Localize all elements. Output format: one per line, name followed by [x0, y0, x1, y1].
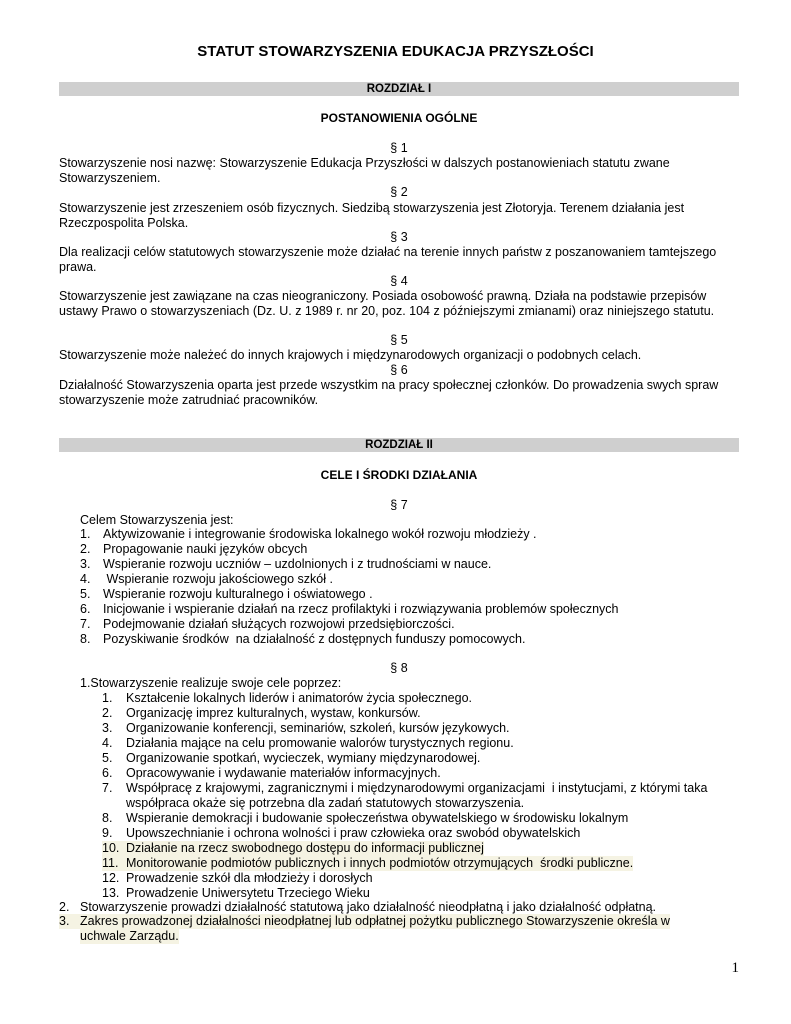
- list-item: 3. Wspieranie rozwoju uczniów – uzdolnionych i z trudnościami w nauce.: [80, 557, 492, 571]
- list-item: 1. Aktywizowanie i integrowanie środowiska lokalnego wokół rozwoju młodzieży .: [80, 527, 537, 541]
- list-item: 5. Wspieranie rozwoju kulturalnego i oświatowego .: [80, 587, 373, 601]
- document-title: STATUT STOWARZYSZENIA EDUKACJA PRZYSZŁOŚCI: [197, 43, 594, 60]
- list-item-continuation: współpraca okaże się potrzebna dla zadań statutowych stowarzyszenia.: [126, 796, 525, 810]
- paragraph-6: Działalność Stowarzyszenia oparta jest przede wszystkim na pracy społecznej członków. Do prowadzenia swych spraw stowarzyszenie może zatrudniać pracowników.: [59, 378, 719, 407]
- list-item: 4. Działania mające na celu promowanie walorów turystycznych regionu.: [102, 736, 514, 750]
- s7-intro: Celem Stowarzyszenia jest:: [80, 513, 234, 527]
- section-mark: § 4: [390, 274, 408, 288]
- list-item: 1. Kształcenie lokalnych liderów i animatorów życia społecznego.: [102, 691, 473, 705]
- point-item: 3. Zakres prowadzonej działalności nieodpłatnej lub odpłatnej pożytku publicznego Stowarzyszenie określa w: [59, 914, 670, 928]
- list-item: 8. Pozyskiwanie środków na działalność z dostępnych funduszy pomocowych.: [80, 632, 526, 646]
- paragraph-1: Stowarzyszenie nosi nazwę: Stowarzyszenie Edukacja Przyszłości w dalszych postanowieniach statutu zwane Stowarzyszeniem.: [59, 156, 670, 185]
- point-item-continuation: uchwale Zarządu.: [80, 929, 179, 943]
- section-mark: § 7: [390, 498, 408, 512]
- paragraph-5: Stowarzyszenie może należeć do innych krajowych i międzynarodowych organizacji o podobnych celach.: [59, 348, 642, 362]
- list-item: 5. Organizowanie spotkań, wycieczek, wymiany międzynarodowej.: [102, 751, 481, 765]
- section-mark: § 1: [390, 141, 408, 155]
- paragraph-3: Dla realizacji celów statutowych stowarzyszenie może działać na terenie innych państw z poszanowaniem tamtejszego prawa.: [59, 245, 717, 274]
- section-mark: § 2: [390, 185, 408, 199]
- section-mark: § 6: [390, 363, 408, 377]
- paragraph-2: Stowarzyszenie jest zrzeszeniem osób fizycznych. Siedzibą stowarzyszenia jest Złotoryja. Terenem działania jest Rzeczpospolita Polska.: [59, 201, 685, 230]
- list-item: 6. Inicjowanie i wspieranie działań na rzecz profilaktyki i rozwiązywania problemów społecznych: [80, 602, 619, 616]
- list-item: 13. Prowadzenie Uniwersytetu Trzeciego Wieku: [102, 886, 370, 900]
- list-item: 2. Organizację imprez kulturalnych, wystaw, konkursów.: [102, 706, 421, 720]
- section-mark: § 8: [390, 661, 408, 675]
- section-mark: § 3: [390, 230, 408, 244]
- list-item: 7. Podejmowanie działań służących rozwojowi przedsiębiorczości.: [80, 617, 455, 631]
- list-item: 4. Wspieranie rozwoju jakościowego szkół .: [80, 572, 333, 586]
- chapter-2-heading: CELE I ŚRODKI DZIAŁANIA: [320, 468, 478, 482]
- page-number: 1: [731, 960, 739, 976]
- list-item: 9. Upowszechnianie i ochrona wolności i praw człowieka oraz swobód obywatelskich: [102, 826, 581, 840]
- list-item: 3. Organizowanie konferencji, seminariów, szkoleń, kursów językowych.: [102, 721, 510, 735]
- section-mark: § 5: [390, 333, 408, 347]
- list-item: 11. Monitorowanie podmiotów publicznych i innych podmiotów otrzymujących środki publiczne.: [102, 856, 634, 870]
- list-item: 7. Współpracę z krajowymi, zagranicznymi i międzynarodowymi organizacjami i instytucjami, z którymi taka: [102, 781, 708, 795]
- chapter-2-bar: ROZDZIAŁ II: [59, 438, 739, 452]
- list-item: 10. Działanie na rzecz swobodnego dostępu do informacji publicznej: [102, 841, 484, 855]
- list-item: 8. Wspieranie demokracji i budowanie społeczeństwa obywatelskiego w środowisku lokalnym: [102, 811, 629, 825]
- list-item: 12. Prowadzenie szkół dla młodzieży i dorosłych: [102, 871, 373, 885]
- list-item: 2. Propagowanie nauki języków obcych: [80, 542, 308, 556]
- s8-intro: 1.Stowarzyszenie realizuje swoje cele poprzez:: [80, 676, 342, 690]
- chapter-1-heading: POSTANOWIENIA OGÓLNE: [320, 111, 478, 125]
- point-item: 2. Stowarzyszenie prowadzi działalność statutową jako działalność nieodpłatną i jako działalność odpłatną.: [59, 900, 657, 914]
- paragraph-4: Stowarzyszenie jest zawiązane na czas nieograniczony. Posiada osobowość prawną. Działa na podstawie przepisów ustawy Prawo o stowarzyszeniach (Dz. U. z 1989 r. nr 20, poz. 104 z późniejszymi zmianami) oraz niniejszego statutu.: [59, 289, 715, 318]
- list-item: 6. Opracowywanie i wydawanie materiałów informacyjnych.: [102, 766, 441, 780]
- chapter-1-bar: ROZDZIAŁ I: [59, 82, 739, 96]
